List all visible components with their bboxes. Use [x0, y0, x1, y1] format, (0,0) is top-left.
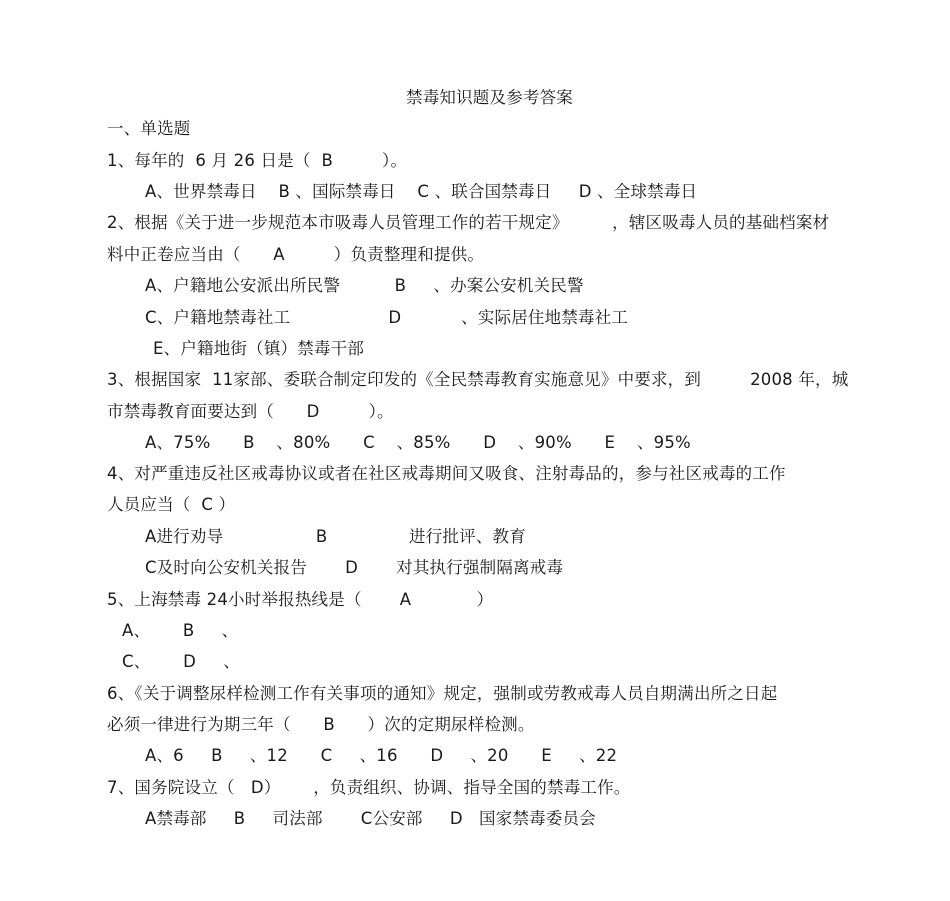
question-6-line-2: 必须一律进行为期三年（ B ）次的定期尿样检测。	[107, 715, 535, 734]
question-7-options: A禁毒部 B 司法部 C公安部 D 国家禁毒委员会	[145, 809, 596, 828]
question-4-line-2: 人员应当（ C ）	[107, 495, 236, 514]
question-2-line-2: 料中正卷应当由（ A ）负责整理和提供。	[107, 245, 485, 264]
section-heading: 一、单选题	[107, 119, 191, 138]
question-4-option-cd: C及时向公安机关报告 D 对其执行强制隔离戒毒	[145, 558, 564, 577]
question-2-option-ab: A、户籍地公安派出所民警 B 、办案公安机关民警	[145, 276, 584, 295]
question-5-option-cd: C、 D 、	[122, 652, 240, 671]
question-3-line-1: 3、根据国家 11家部、委联合制定印发的《全民禁毒教育实施意见》中要求，到 2008 年，城	[107, 370, 849, 389]
question-6-line-1: 6、《关于调整尿样检测工作有关事项的通知》规定，强制或劳教戒毒人员自期满出所之日起	[107, 684, 778, 703]
question-2-option-cd: C、户籍地禁毒社工 D 、实际居住地禁毒社工	[145, 308, 629, 327]
question-3-line-2: 市禁毒教育面要达到（ D ）。	[107, 402, 394, 421]
question-5-option-ab: A、 B 、	[122, 621, 239, 640]
question-4-option-ab: A进行劝导 B 进行批评、教育	[145, 527, 526, 546]
question-5-line-1: 5、上海禁毒 24小时举报热线是（ A ）	[107, 590, 494, 609]
question-4-line-1: 4、对严重违反社区戒毒协议或者在社区戒毒期间又吸食、注射毒品的，参与社区戒毒的工作	[107, 464, 786, 483]
question-3-options: A、75% B 、80% C 、85% D 、90% E 、95%	[145, 433, 691, 452]
question-2-option-e: E、户籍地街（镇）禁毒干部	[153, 339, 365, 358]
document-title: 禁毒知识题及参考答案	[406, 88, 573, 107]
question-7-line-1: 7、国务院设立（ D） ，负责组织、协调、指导全国的禁毒工作。	[107, 778, 631, 797]
question-1: 1、每年的 6 月 26 日是（ B ）。	[107, 151, 408, 170]
question-2-line-1: 2、根据《关于进一步规范本市吸毒人员管理工作的若干规定》 ，辖区吸毒人员的基础档案材	[107, 213, 830, 232]
question-1-options: A、世界禁毒日 B 、国际禁毒日 C 、联合国禁毒日 D 、全球禁毒日	[145, 182, 698, 201]
question-6-options: A、6 B 、12 C 、16 D 、20 E 、22	[145, 746, 618, 765]
